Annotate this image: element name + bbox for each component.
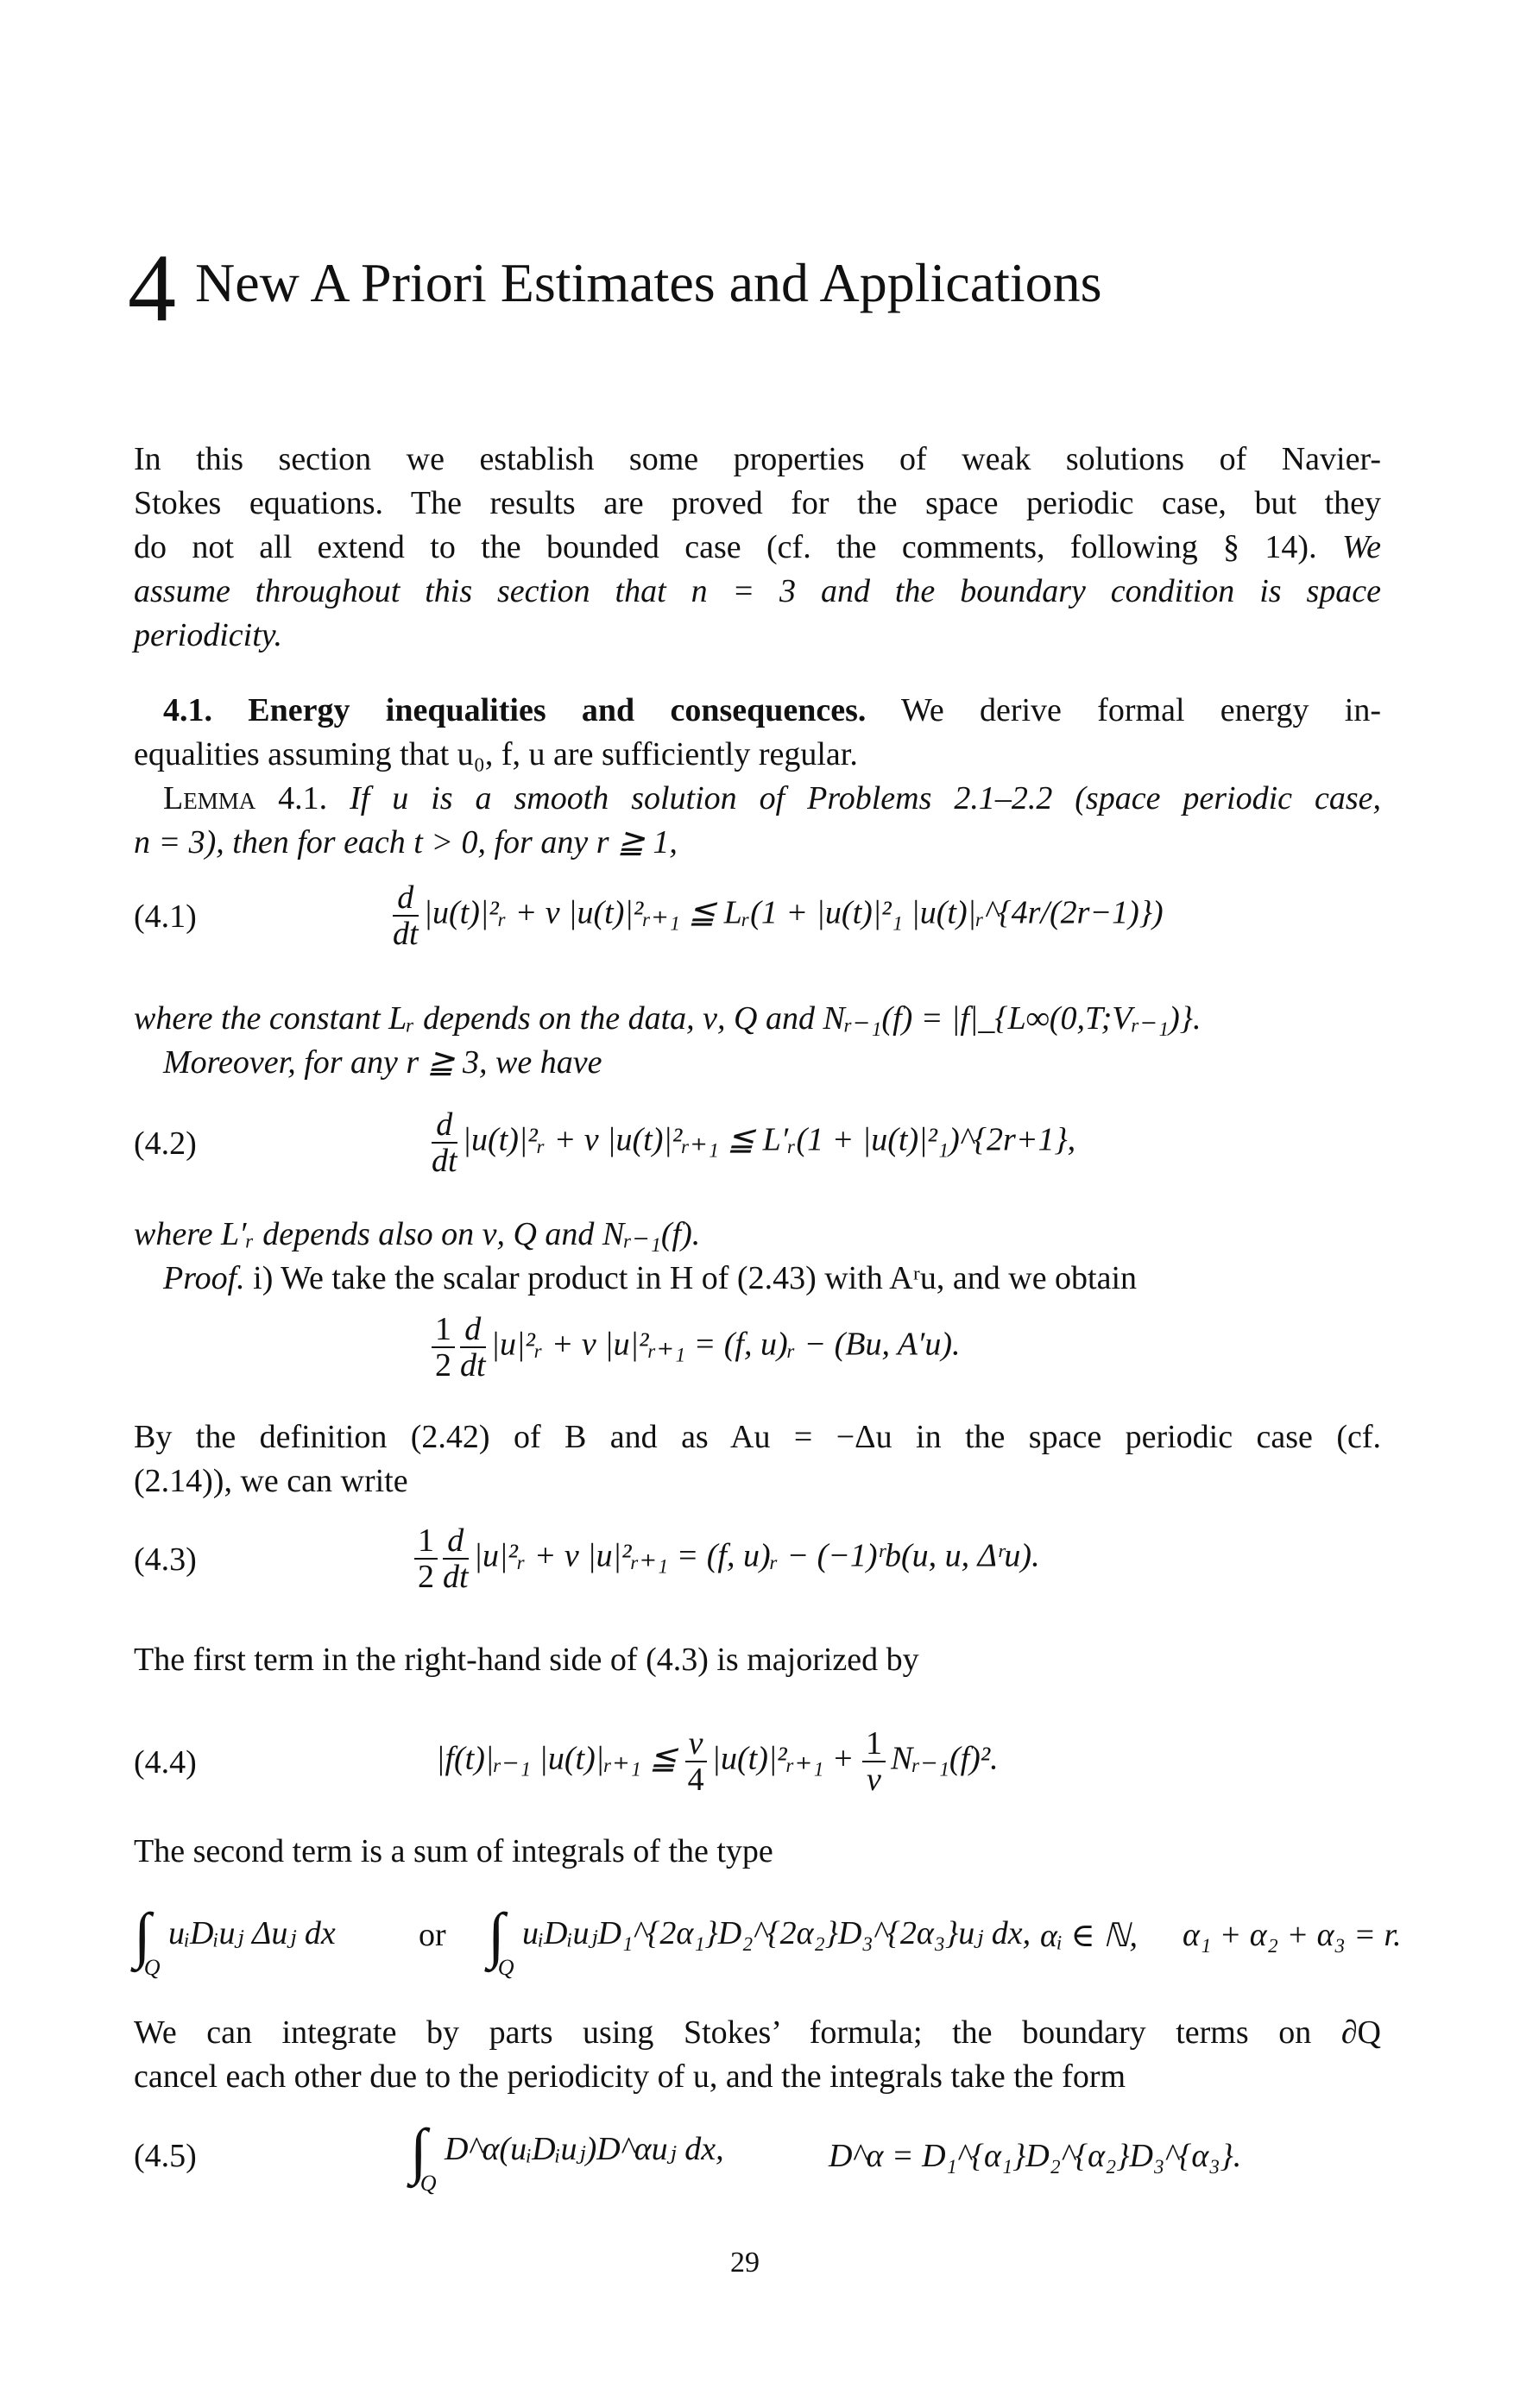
- intro-line: In this section we establish some properties of weak solutions of Navier-: [134, 441, 1381, 477]
- equation-body: $\int_Q$ uᵢDᵢuⱼ Δuⱼ dx: [134, 1901, 336, 1980]
- equation-condition: αᵢ ∈ ℕ,: [1040, 1918, 1138, 1954]
- equation-body: $\frac{d}{dt}$ |u(t)|²ᵣ + ν |u(t)|²ᵣ₊₁ ≦ L′ᵣ(1 + |u(t)|²₁)^{2r+1},: [432, 1106, 1076, 1179]
- section-line: equalities assuming that u₀, f, u are sufficiently regular.: [134, 736, 858, 772]
- equation-body: $\frac{d}{dt}$ |u(t)|²ᵣ + ν |u(t)|²ᵣ₊₁ ≦ Lᵣ(1 + |u(t)|²₁ |u(t)|ᵣ^{4r/(2r−1)}): [393, 879, 1164, 952]
- equation-body: $\int_Q$ uᵢDᵢuⱼD₁^{2α₁}D₂^{2α₂}D₃^{2α₃}uⱼ dx,: [488, 1901, 1031, 1980]
- equation-proof: [134, 1312, 1381, 1390]
- first-term-text: [134, 1638, 1381, 1682]
- integration-text: [134, 2011, 1381, 2099]
- equation-4-2: [134, 1107, 1381, 1185]
- equation-body: $\int_Q$ D^α(uᵢDᵢuⱼ)D^αuⱼ dx,: [410, 2116, 724, 2196]
- definition-text: [134, 1415, 1381, 1503]
- text-line: cancel each other due to the periodicity of u, and the integrals take the form: [134, 2058, 1126, 2095]
- or-word: or: [419, 1917, 446, 1953]
- text-line: The first term in the right-hand side of (4.3) is majorized by: [134, 1642, 919, 1678]
- second-term-text: [134, 1830, 1381, 1874]
- proof-start: [134, 1213, 1381, 1301]
- text-line: where L′ᵣ depends also on ν, Q and Nᵣ₋₁(f).: [134, 1216, 701, 1252]
- equation-4-3: [134, 1523, 1381, 1601]
- text-line: We can integrate by parts using Stokes’ formula; the boundary terms on ∂Q: [134, 2014, 1381, 2051]
- section-paragraph: [134, 689, 1381, 865]
- lemma-line: n = 3), then for each t > 0, for any r ≧ 1,: [134, 824, 678, 860]
- equation-definition: D^α = D₁^{α₁}D₂^{α₂}D₃^{α₃}.: [829, 2138, 1242, 2174]
- equation-body: $\frac{1}{2}$ $\frac{d}{dt}$ |u|²ᵣ + ν |u|²ᵣ₊₁ = (f, u)ᵣ − (−1)ʳb(u, u, Δʳu).: [414, 1523, 1040, 1594]
- intro-paragraph: [134, 438, 1381, 658]
- equation-tag: (4.4): [134, 1744, 197, 1781]
- equation-condition: α₁ + α₂ + α₃ = r.: [1183, 1917, 1402, 1953]
- section-number: 4.1.: [163, 692, 212, 728]
- intro-line: Stokes equations. The results are proved for the space periodic case, but they: [134, 485, 1381, 521]
- intro-line: do not all extend to the bounded case (cf. the comments, following § 14). We: [134, 529, 1382, 565]
- equation-body: |f(t)|ᵣ₋₁ |u(t)|ᵣ₊₁ ≦ $\frac{\nu}{4}$ |u(t)|²ᵣ₊₁ + $\frac{1}{\nu}$ Nᵣ₋₁(f)².: [436, 1725, 999, 1798]
- equation-4-4: [134, 1726, 1381, 1804]
- intro-line: periodicity.: [134, 617, 283, 653]
- text-line: By the definition (2.42) of B and as Au = −Δu in the space periodic case (cf.: [134, 1419, 1381, 1455]
- after-4-1-text: [134, 997, 1381, 1085]
- proof-label: Proof.: [163, 1260, 245, 1296]
- equation-tag: (4.2): [134, 1125, 197, 1162]
- lemma-line: Lemma 4.1. If u is a smooth solution of Problems 2.1–2.2 (space periodic case,: [163, 780, 1381, 816]
- lemma-number: 4.1.: [278, 780, 328, 816]
- lemma-label: Lemma: [163, 780, 256, 816]
- chapter-title: New A Priori Estimates and Applications: [195, 252, 1102, 313]
- chapter-number: 4: [128, 235, 176, 342]
- proof-line: Proof. i) We take the scalar product in H of (2.43) with Aʳu, and we obtain: [163, 1260, 1138, 1296]
- chapter-heading: [128, 233, 1102, 345]
- section-title: Energy inequalities and consequences.: [248, 692, 867, 728]
- equation-4-1: [134, 880, 1381, 958]
- equation-integrals: [134, 1899, 1402, 1994]
- text-line: Moreover, for any r ≧ 3, we have: [163, 1044, 602, 1081]
- section-heading-line: 4.1. Energy inequalities and consequences. We derive formal energy in-: [163, 692, 1381, 728]
- text-line: (2.14)), we can write: [134, 1463, 408, 1499]
- equation-4-5: [134, 2115, 1381, 2209]
- equation-tag: (4.1): [134, 898, 197, 935]
- intro-line: assume throughout this section that n = 3 and the boundary condition is space: [134, 573, 1381, 609]
- equation-body: $\frac{1}{2}$ $\frac{d}{dt}$ |u|²ᵣ + ν |u|²ᵣ₊₁ = (f, u)ᵣ − (Bu, A′u).: [432, 1312, 960, 1383]
- text-line: The second term is a sum of integrals of the type: [134, 1833, 773, 1869]
- equation-tag: (4.5): [134, 2138, 197, 2174]
- text-line: where the constant Lᵣ depends on the data, ν, Q and Nᵣ₋₁(f) = |f|_{L∞(0,T;Vᵣ₋₁)}.: [134, 1000, 1201, 1037]
- page-number: 29: [730, 2247, 760, 2279]
- equation-tag: (4.3): [134, 1541, 197, 1578]
